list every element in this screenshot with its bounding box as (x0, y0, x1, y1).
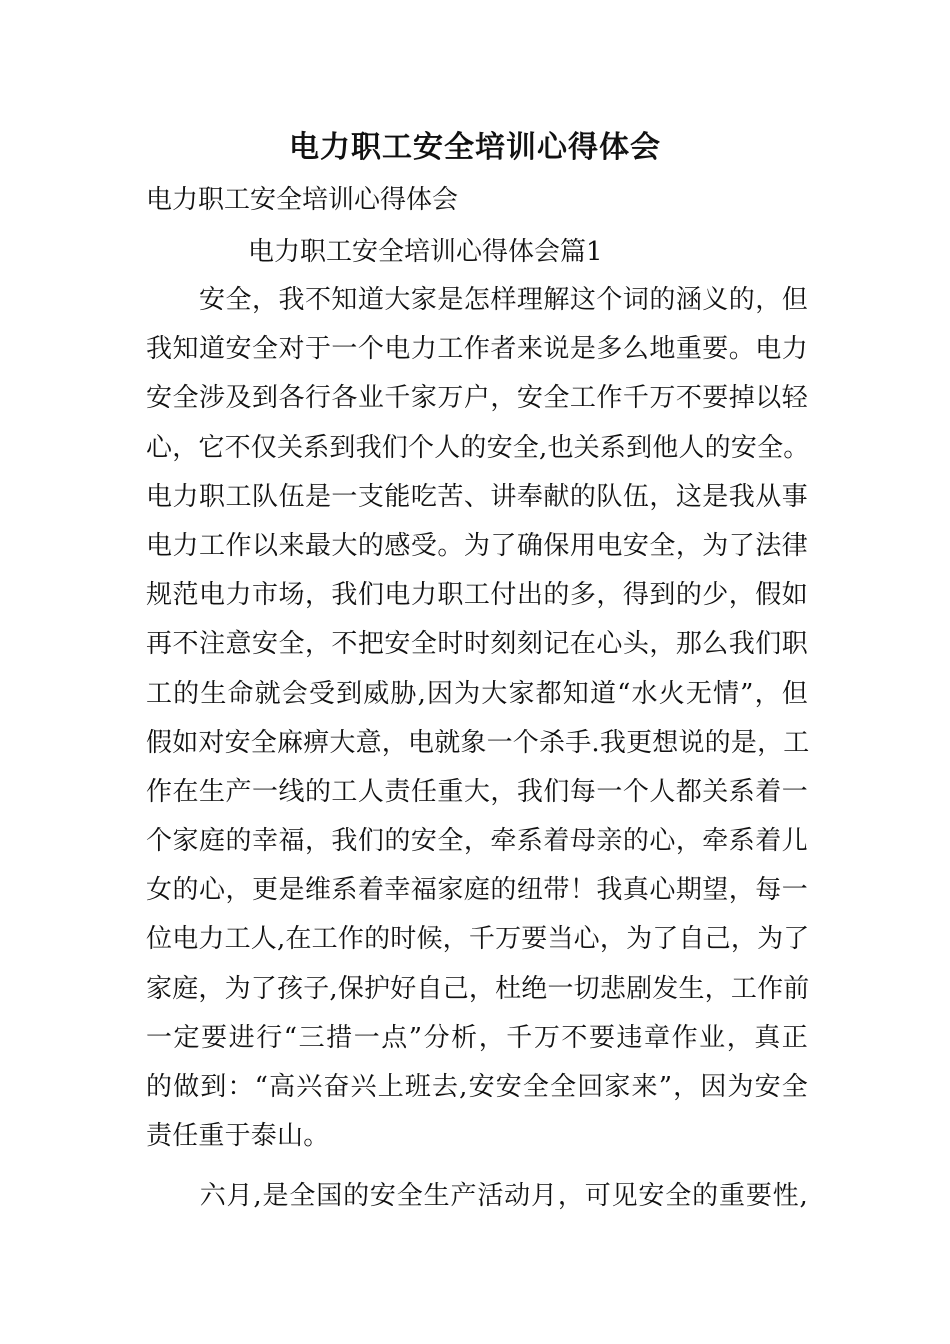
paragraph-line: 一定要进行“三措一点”分析，千万不要违章作业，真正 (146, 1022, 808, 1053)
paragraph-line: 家庭，为了孩子,保护好自己，杜绝一切悲剧发生，工作前 (146, 973, 810, 1004)
paragraph-line: 位电力工人,在工作的时候，千万要当心，为了自己，为了 (146, 924, 810, 955)
paragraph-line: 女的心，更是维系着幸福家庭的纽带！我真心期望，每一 (146, 875, 808, 906)
paragraph-line: 安全，我不知道大家是怎样理解这个词的涵义的，但 (146, 285, 808, 315)
document-title: 电力职工安全培训心得体会 (289, 130, 661, 165)
paragraph-line: 六月,是全国的安全生产活动月，可见安全的重要性, (146, 1181, 808, 1211)
paragraph-line: 电力工作以来最大的感受。为了确保用电安全，为了法律 (146, 530, 808, 561)
paragraph-line: 个家庭的幸福，我们的安全，牵系着母亲的心，牵系着儿 (146, 826, 808, 857)
paragraph-line: 工的生命就会受到威胁,因为大家都知道“水火无情”，但 (146, 678, 808, 709)
paragraph-line: 安全涉及到各行各业千家万户，安全工作千万不要掉以轻 (146, 383, 808, 414)
paragraph-line: 规范电力市场，我们电力职工付出的多，得到的少，假如 (146, 580, 808, 611)
paragraph-line: 心，它不仅关系到我们个人的安全,也关系到他人的安全。 (146, 432, 810, 463)
paragraph-line: 假如对安全麻痹大意，电就象一个杀手.我更想说的是，工 (146, 727, 810, 758)
paragraph-line: 再不注意安全，不把安全时时刻刻记在心头，那么我们职 (146, 629, 808, 660)
paragraph-line: 电力职工队伍是一支能吃苦、讲奉献的队伍，这是我从事 (146, 481, 808, 512)
paragraph-2 (146, 1172, 808, 1221)
section-heading: 电力职工安全培训心得体会篇1 (248, 237, 603, 267)
paragraph-line: 作在生产一线的工人责任重大，我们每一个人都关系着一 (146, 776, 808, 807)
document-subtitle: 电力职工安全培训心得体会 (146, 185, 459, 215)
paragraph-line: 的做到：“高兴奋兴上班去,安安全全回家来”，因为安全 (146, 1072, 808, 1102)
paragraph-line: 我知道安全对于一个电力工作者来说是多么地重要。电力 (146, 334, 808, 365)
paragraph-line: 责任重于泰山。 (146, 1121, 330, 1152)
paragraph-1 (146, 276, 808, 1161)
